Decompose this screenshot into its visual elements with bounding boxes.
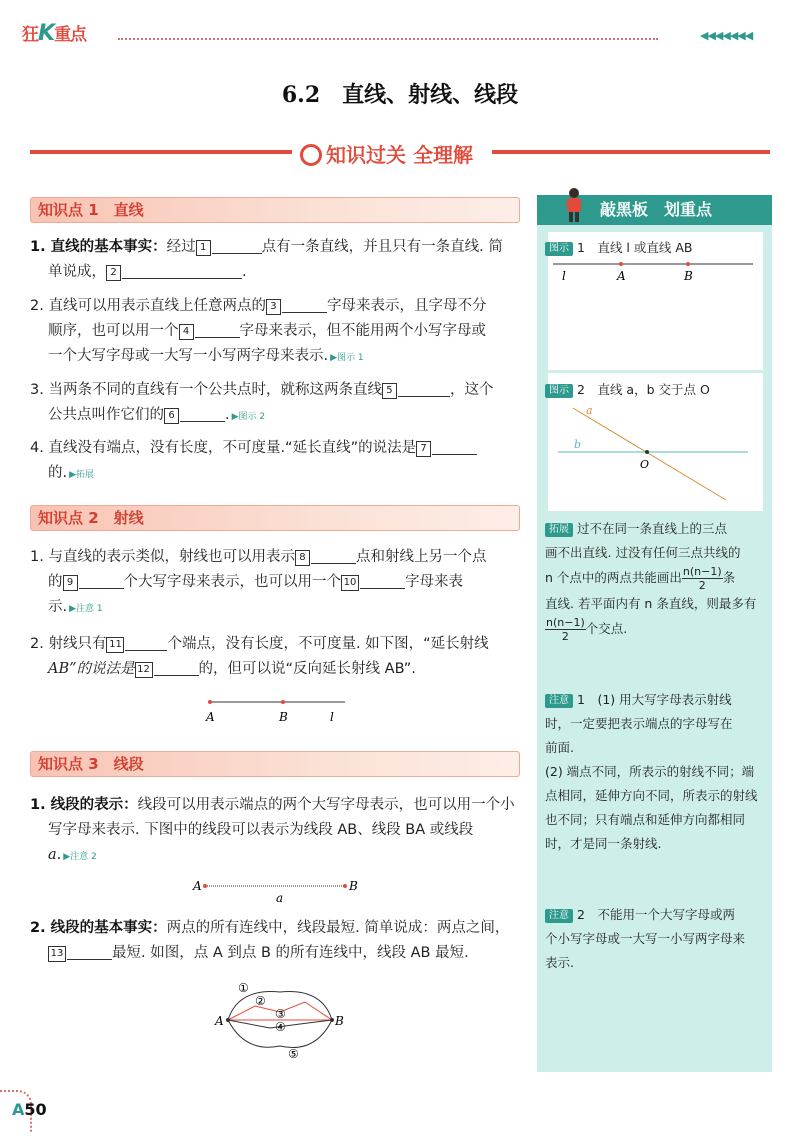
header-dotted-rule	[118, 38, 658, 40]
ray-label-a: A	[206, 710, 215, 724]
blank-field[interactable]	[125, 632, 167, 651]
blank-field[interactable]	[282, 294, 327, 313]
frac-bot: 2	[561, 630, 569, 643]
text: 2. 射线只有	[30, 636, 107, 652]
blank-field[interactable]	[67, 941, 112, 960]
band-rule-right	[492, 150, 770, 154]
swirl-icon	[300, 144, 322, 166]
fig1-label-a: A	[617, 269, 626, 283]
fig2-label-a: a	[586, 404, 593, 417]
text: 最短. 如图，点 A 到点 B 的所有连线中，线段 AB 最短.	[112, 945, 469, 961]
item-head: 2. 线段的基本事实：	[30, 920, 167, 936]
blank-field[interactable]	[79, 570, 124, 589]
text: 点和射线上另一个点	[355, 549, 487, 565]
fraction	[545, 616, 586, 643]
ray-point-a	[208, 700, 212, 704]
item-head: 1. 直线的基本事实：	[30, 239, 167, 255]
fig1-label: 1 直线 l 或直线 AB	[577, 240, 693, 255]
text: 个交点.	[585, 621, 628, 636]
fig1-point-a	[619, 262, 623, 266]
text: a.	[48, 847, 62, 863]
blank-field[interactable]	[432, 436, 477, 455]
paths-label-2: ②	[255, 994, 266, 1008]
text: 示.	[48, 599, 68, 615]
text: .	[242, 264, 247, 280]
text: 字母来表	[405, 574, 463, 590]
fig1-line-figure	[548, 255, 763, 285]
item-line-s1-1	[30, 235, 522, 285]
page-number	[12, 1100, 47, 1119]
text: .	[225, 407, 230, 423]
blank-field[interactable]	[122, 260, 242, 279]
paths-label-4: ④	[275, 1020, 286, 1034]
text: (2) 端点不同，所表示的射线不同；端	[545, 764, 755, 779]
item-line-s1-3	[30, 378, 522, 430]
text: 顺序，也可以用一个	[48, 323, 179, 339]
segment-point-a	[203, 884, 207, 888]
segment-label-b: B	[349, 879, 358, 893]
page-number-text: 50	[24, 1100, 47, 1119]
text: 线段可以用表示端点的两个大写字母表示，也可以用一个小	[137, 797, 515, 813]
frac-bot: 2	[698, 579, 706, 592]
fig1-point-b	[686, 262, 690, 266]
header-arrows-icon: ◀◀◀◀◀◀◀	[700, 29, 753, 42]
frac-top: n(n−1)	[682, 565, 722, 578]
paths-point-b	[330, 1018, 334, 1022]
blank-field[interactable]	[195, 319, 240, 338]
ray-label-b: B	[279, 710, 288, 724]
text: 2. 直线可以用表示直线上任意两点的	[30, 298, 266, 314]
text: 的	[48, 574, 63, 590]
note2-tag: 注意	[545, 909, 573, 923]
item-line-s2-1	[30, 545, 522, 622]
text: 条	[722, 570, 736, 585]
teacher-icon	[562, 186, 586, 222]
fig1-tag: 图示	[545, 242, 573, 256]
text: 时，才是同一条射线.	[545, 836, 662, 851]
blank-number: 1	[196, 240, 211, 256]
text: 前面.	[545, 740, 574, 755]
band-title-text: 知识过关 全理解	[326, 143, 473, 167]
brand-post: 重点	[54, 25, 87, 45]
section-label-2: 知识点 2 射线	[38, 509, 144, 527]
fraction	[682, 565, 723, 592]
fig2-caption	[545, 380, 710, 398]
text: 两点的所有连线中，线段最短. 简单说成：两点之间，	[166, 920, 510, 936]
segment-point-b	[343, 884, 347, 888]
text: 直线. 若平面内有 n 条直线，则最多有	[545, 596, 757, 611]
fig2-point-o	[645, 450, 649, 454]
text: ，这个	[449, 382, 494, 398]
text: 画不出直线. 过没有任何三点共线的	[545, 545, 741, 560]
fig2-label-o: O	[640, 458, 650, 471]
blank-number: 2	[106, 265, 121, 281]
text: 字母来表示，且字母不分	[326, 298, 487, 314]
text: 的，但可以说“反向延长射线 AB”.	[198, 661, 416, 677]
segment-label-a-lower: a	[276, 891, 284, 905]
paths-label-5: ⑤	[288, 1047, 299, 1061]
text: 写字母来表示. 下图中的线段可以表示为线段 AB、线段 BA 或线段	[48, 822, 474, 838]
blank-field[interactable]	[212, 235, 262, 254]
blank-field[interactable]	[180, 403, 225, 422]
ref-fig2-link[interactable]: ▶图示 2	[231, 412, 266, 422]
fig2-label: 2 直线 a，b 交于点 O	[577, 382, 710, 397]
text: 1. 与直线的表示类似，射线也可以用表示	[30, 549, 295, 565]
blank-number: 7	[416, 441, 431, 457]
blank-field[interactable]	[360, 570, 405, 589]
note2	[545, 903, 767, 975]
text: 一个大写字母或一大写一小写两字母来表示.	[48, 348, 329, 364]
text: 3. 当两条不同的直线有一个公共点时，就称这两条直线	[30, 382, 382, 398]
fig1-label-b: B	[684, 269, 693, 283]
text: 个小写字母或一大写一小写两字母来	[545, 931, 746, 946]
item-line-s3-2	[30, 916, 522, 966]
fig2-tag: 图示	[545, 384, 573, 398]
text: 个端点，没有长度，不可度量. 如下图，“延长射线	[167, 636, 489, 652]
text: 表示.	[545, 955, 574, 970]
band-title	[300, 139, 473, 168]
text: AB”的说法是	[48, 661, 135, 677]
item-line-s2-2	[30, 632, 522, 682]
paths-label-3: ③	[275, 1007, 286, 1021]
text: 的.	[48, 465, 68, 481]
brand-logo	[22, 20, 86, 46]
item-head: 1. 线段的表示：	[30, 797, 138, 813]
text: 2 不能用一个大写字母或两	[577, 907, 735, 922]
note1	[545, 688, 767, 856]
text: 过不在同一条直线上的三点	[577, 521, 728, 536]
section-label-3: 知识点 3 线段	[38, 755, 144, 773]
text: 经过	[166, 239, 196, 255]
blank-number: 13	[48, 946, 66, 962]
panel-title: 敲黑板 划重点	[600, 200, 713, 219]
ext-note	[545, 517, 767, 643]
text: 公共点叫作它们的	[48, 407, 164, 423]
text: 单说成，	[48, 264, 106, 280]
blank-number: 4	[179, 324, 194, 340]
text: 也不同；只有端点和延伸方向都相同	[545, 812, 746, 827]
item-line-s1-4	[30, 436, 522, 488]
blank-number: 3	[266, 299, 281, 315]
text: 字母来表示，但不能用两个小写字母或	[239, 323, 486, 339]
blank-field[interactable]	[398, 378, 450, 397]
fig1-caption	[545, 238, 692, 256]
paths-label-a: A	[215, 1014, 224, 1028]
text: 时，一定要把表示端点的字母写在	[545, 716, 733, 731]
paths-point-a	[226, 1018, 230, 1022]
fig2-line-a	[573, 408, 726, 500]
text: n 个点中的两点共能画出	[545, 570, 682, 585]
segment-figure	[190, 875, 370, 905]
ref-note1-link[interactable]: ▶注意 1	[69, 604, 103, 614]
fig2-intersect-figure	[548, 400, 763, 508]
ray-point-b	[281, 700, 285, 704]
item-line-s3-1	[30, 793, 522, 870]
page-title: 6.2 直线、射线、线段	[281, 82, 519, 108]
blank-field[interactable]	[311, 545, 356, 564]
section-label-1: 知识点 1 直线	[38, 201, 144, 219]
ref-fig1-link[interactable]: ▶图示 1	[330, 353, 364, 363]
text: 点相同，延伸方向不同，所表示的射线	[545, 788, 758, 803]
fig1-label-l: l	[562, 269, 566, 283]
blank-number: 6	[164, 408, 179, 424]
text: 1 (1) 用大写字母表示射线	[577, 692, 732, 707]
fig2-label-b: b	[574, 438, 582, 451]
text: 个大写字母来表示，也可以用一个	[123, 574, 341, 590]
text: 4. 直线没有端点，没有长度，不可度量.“延长直线”的说法是	[30, 440, 417, 456]
brand-k: K	[38, 21, 55, 46]
blank-field[interactable]	[154, 657, 199, 676]
paths-figure	[210, 978, 350, 1062]
frac-top: n(n−1)	[546, 616, 585, 629]
ext-tag: 拓展	[545, 523, 573, 537]
paths-label-b: B	[335, 1014, 344, 1028]
note1-tag: 注意	[545, 694, 573, 708]
item-line-s1-2	[30, 294, 522, 371]
blank-number: 10	[341, 575, 359, 591]
ref-note2-link[interactable]: ▶注意 2	[63, 852, 97, 862]
blank-number: 12	[135, 662, 153, 678]
footer-logo-icon: A	[12, 1100, 25, 1119]
band-rule-left	[30, 150, 292, 154]
blank-number: 5	[382, 383, 397, 399]
paths-label-1: ①	[238, 981, 249, 995]
ray-label-l: l	[330, 710, 334, 724]
brand-pre: 狂	[22, 25, 38, 45]
blank-number: 11	[106, 637, 124, 653]
ray-figure	[195, 690, 365, 726]
ref-ext-link[interactable]: ▶拓展	[69, 470, 95, 480]
segment-label-a: A	[193, 879, 202, 893]
text: 点有一条直线，并且只有一条直线. 简	[261, 239, 503, 255]
blank-number: 9	[63, 575, 78, 591]
blank-number: 8	[295, 550, 310, 566]
